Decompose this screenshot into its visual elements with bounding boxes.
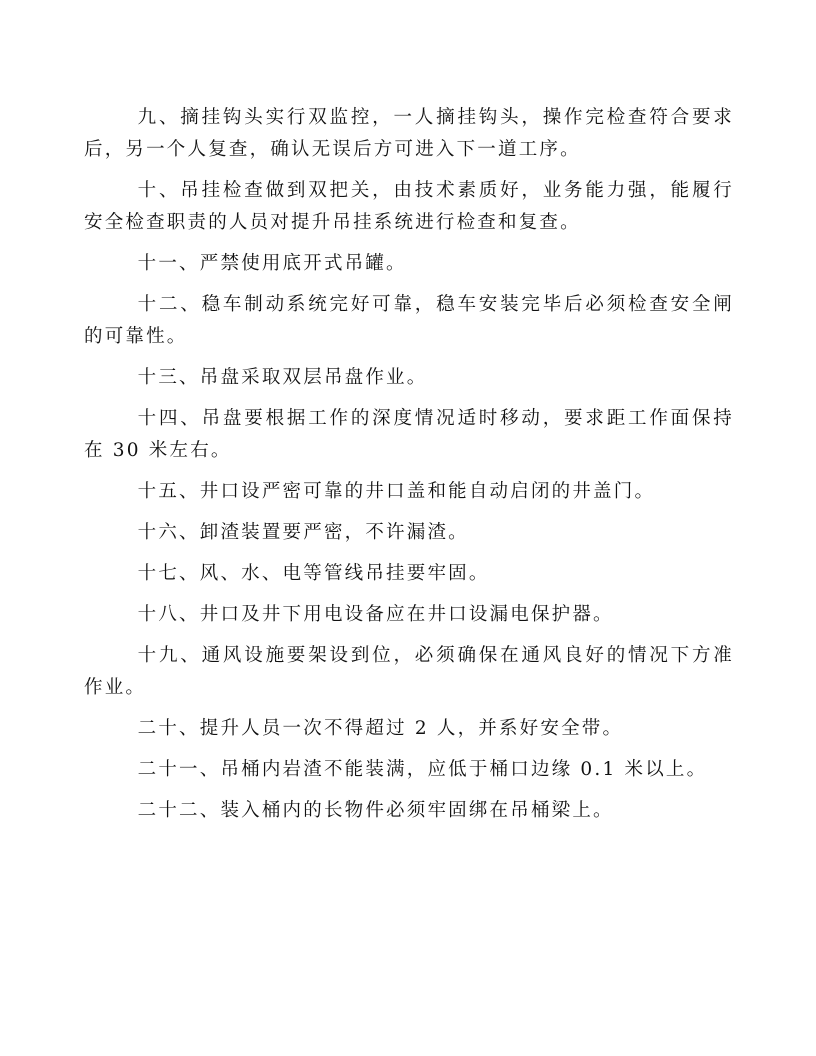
paragraph-item-19: 十九、通风设施要架设到位，必须确保在通风良好的情况下方准作业。: [84, 645, 734, 698]
document-page: [84, 102, 734, 836]
paragraph-item-16: 十六、卸渣装置要严密，不许漏渣。: [137, 522, 469, 543]
paragraph-item-22: 二十二、装入桶内的长物件必须牢固绑在吊桶梁上。: [137, 800, 614, 821]
paragraph-item-10: 十、吊挂检查做到双把关，由技术素质好，业务能力强，能履行安全检查职责的人员对提升吊挂系统进行检查和复查。: [84, 180, 734, 233]
paragraph-item-20: 二十、提升人员一次不得超过 2 人，并系好安全带。: [137, 718, 624, 739]
paragraph-item-15: 十五、井口设严密可靠的井口盖和能自动启闭的井盖门。: [137, 481, 656, 502]
paragraph-item-14: 十四、吊盘要根据工作的深度情况适时移动，要求距工作面保持在 30 米左右。: [84, 408, 734, 461]
paragraph-item-18: 十八、井口及井下用电设备应在井口设漏电保护器。: [137, 604, 614, 625]
paragraph-item-11: 十一、严禁使用底开式吊罐。: [137, 253, 407, 274]
paragraph-item-13: 十三、吊盘采取双层吊盘作业。: [137, 367, 428, 388]
paragraph-item-17: 十七、风、水、电等管线吊挂要牢固。: [137, 563, 490, 584]
paragraph-item-9: 九、摘挂钩头实行双监控，一人摘挂钩头，操作完检查符合要求后，另一个人复查，确认无误后方可进入下一道工序。: [84, 107, 734, 160]
paragraph-item-12: 十二、稳车制动系统完好可靠，稳车安装完毕后必须检查安全闸的可靠性。: [84, 294, 734, 347]
paragraph-item-21: 二十一、吊桶内岩渣不能装满，应低于桶口边缘 0.1 米以上。: [137, 759, 708, 780]
